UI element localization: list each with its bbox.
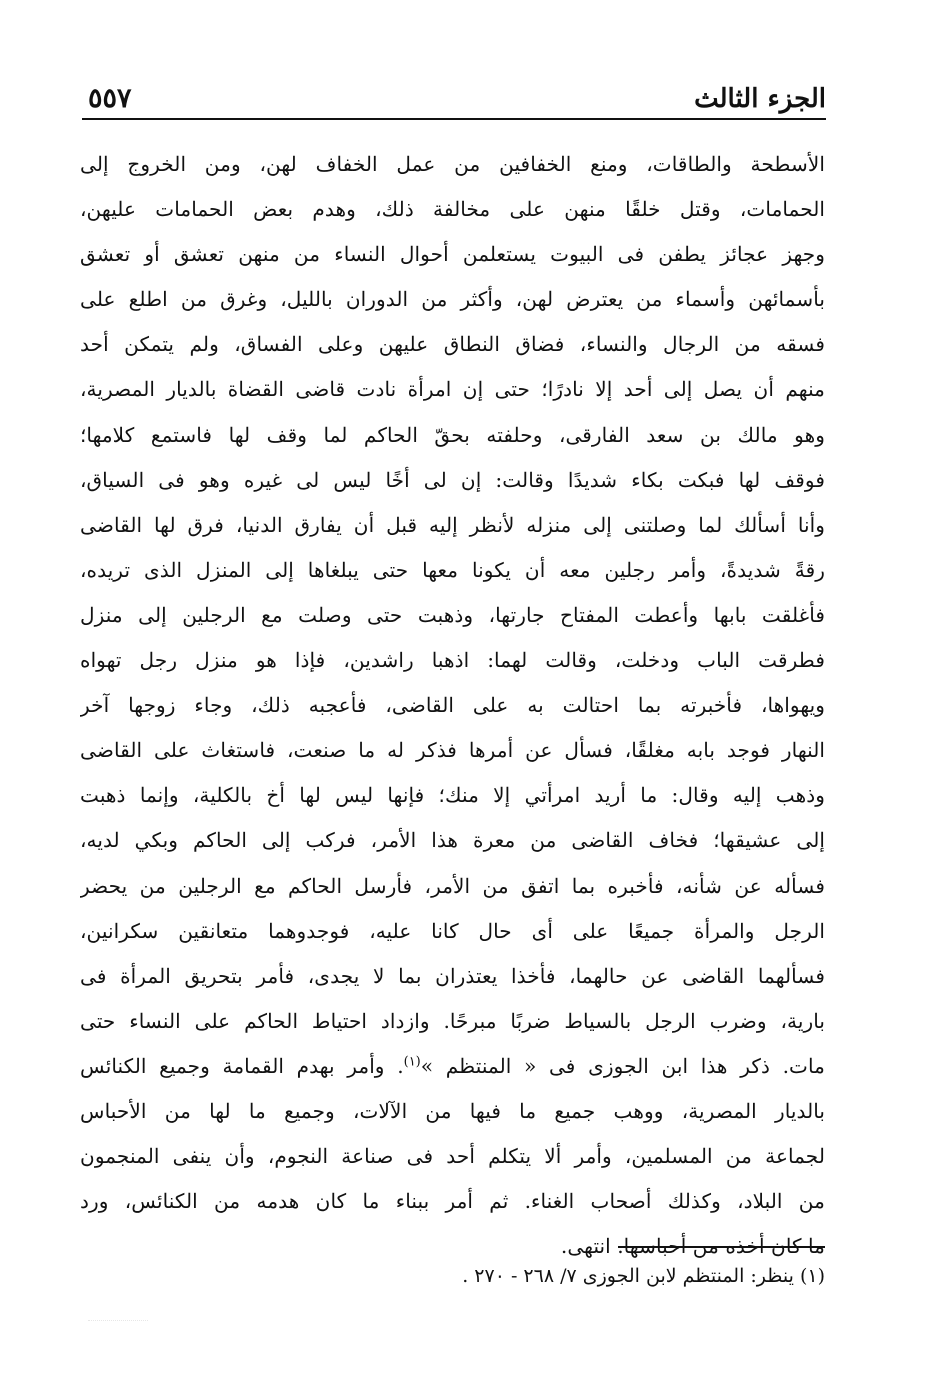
text-line: وهو مالك بن سعد الفارقى، وحلفته بحقّ الحاكم لما وقف لها فاستمع كلامها؛ [80,422,825,447]
text-line: رقةً شديدةً، وأمر رجلين معه أن يكونا معها حتى يبلغاها إلى المنزل الذى تريده، [80,557,825,582]
footnote-rule [618,1246,825,1248]
text-line: الحمامات، وقتل خلقًا منهن على مخالفة ذلك، وهدم بعض الحمامات عليهن، [80,197,825,222]
page-header [84,68,826,112]
text-segment: مات. ذكر هذا ابن الجوزى فى « المنتظم » [420,1053,825,1078]
text-line: وذهب إليه وقال: ما أريد امرأتي إلا منك؛ فإنها ليس لها أخ بالكلية، وإنما ذهبت [80,783,825,808]
text-line: فطرقت الباب ودخلت، وقالت لهما: اذهبا راشدين، فإذا هو منزل رجل تهواه [80,648,825,673]
text-line: وأنا أسألك لما وصلتنى إلى منزله لأنظر إليه قبل أن يفارق الدنيا، فرق لها القاضى [80,512,825,537]
text-line: فوقف لها فبكت بكاء شديدًا وقالت: إن لى أخًا ليس لى غيره وهو فى السياق، [80,467,825,492]
text-line: فأغلقت بابها وأعطت المفتاح جارتها، وذهبت حتى وصلت مع الرجلين إلى منزل [80,602,825,627]
text-segment: . وأمر بهدم القمامة وجميع الكنائس [80,1053,404,1078]
text-line: بارية، وضرب الرجل بالسياط ضربًا مبرحًا. وازداد احتياط الحاكم على النساء حتى [80,1008,825,1033]
text-line: فسأله عن شأنه، فأخبره بما اتفق من الأمر، فأرسل الحاكم مع الرجلين من يحضر [80,873,825,898]
text-line: من البلاد، وكذلك أصحاب الغناء. ثم أمر ببناء ما كان هدمه من الكنائس، ورد [80,1189,825,1214]
running-head: الجزء الثالث [694,84,826,114]
text-line: منهم أن يصل إلى أحد إلا نادرًا؛ حتى إن امرأة نادت قاضى القضاة بالديار المصرية، [80,377,825,402]
page-number: ٥٥٧ [88,83,132,114]
body-text [80,142,825,1269]
text-line: ويهواها، فأخبرته بما احتالت به على القاضى، فأعجبه ذلك، وجاء زوجها آخر [80,693,825,718]
text-line: فسقه من الرجال والنساء، فضاق النطاق عليهن وعلى الفساق، ولم يتمكن أحد [80,332,825,357]
text-line: وجهز عجائز يطفن فى البيوت يستعلمن أحوال النساء من منهن تعشق أو تعشق [80,242,825,267]
text-line: إلى عشيقها؛ فخاف القاضى من معرة هذا الأمر، فركب إلى الحاكم وبكي لديه، [80,828,825,853]
footnote-reference: (١) [403,1054,421,1070]
text-line: لجماعة من المسلمين، وأمر ألا يتكلم أحد فى صناعة النجوم، وأن ينفى المنجمون [80,1144,825,1169]
text-line: النهار فوجد بابه مغلقًا، فسأل عن أمرها فذكر له ما صنعت، فاستغاث على القاضى [80,738,825,763]
text-line: بأسمائهن وأسماء من يعترض لهن، وأكثر من الدوران بالليل، وغرق من اطلع على [80,287,825,312]
text-line-with-footnote-ref [80,1044,825,1089]
footnote: (١) ينظر: المنتظم لابن الجوزى ٧/ ٢٦٨ - ٢٧٠ . [462,1265,825,1287]
header-rule [82,118,826,120]
text-line: الرجل والمرأة جميعًا على أى حال كانا عليه، فوجدوهما متعانقين سكرانين، [80,918,825,943]
text-line: بالديار المصرية، ووهب جميع ما فيها من الآلات، وجميع ما لها من الأحباس [80,1098,825,1123]
text-line: فسألهما القاضى عن حالهما، فأخذا يعتذران بما لا يجدى، فأمر بتحريق المرأة فى [80,963,825,988]
text-line: الأسطحة والطاقات، ومنع الخفافين من عمل الخفاف لهن، ومن الخروج إلى [80,152,825,176]
text-line: ما كان أخذه من أحباسها. انتهى. [560,1234,825,1259]
scan-specks [88,1320,148,1343]
